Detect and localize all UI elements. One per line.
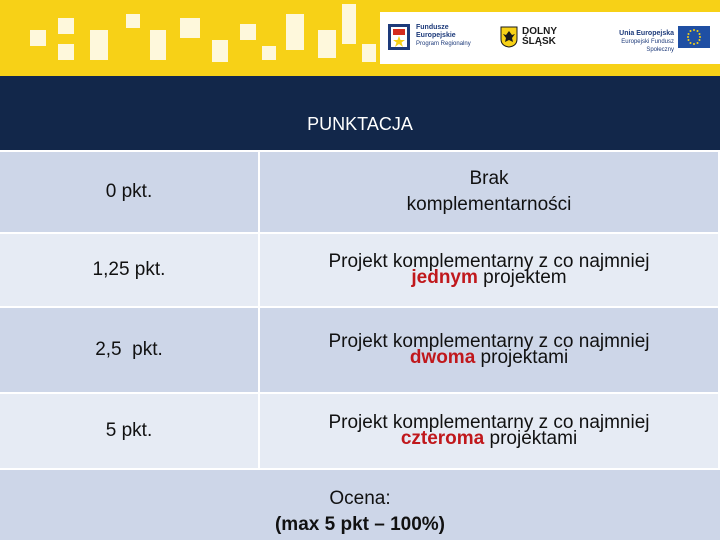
points-cell xyxy=(0,152,258,232)
description-line2: projektami xyxy=(475,347,569,368)
banner-decoration xyxy=(262,46,276,60)
points-value: 2,5 pkt. xyxy=(95,339,163,360)
fe-line2: Europejskie xyxy=(416,32,456,39)
banner-decoration xyxy=(180,18,200,38)
banner-decoration xyxy=(126,14,140,28)
description-line2: projektem xyxy=(477,267,567,288)
banner-decoration xyxy=(58,18,74,34)
table-header xyxy=(0,76,720,150)
dolny-slask-logo xyxy=(500,26,580,54)
points-value: 5 pkt. xyxy=(105,420,153,441)
fe-star-icon xyxy=(388,24,410,50)
table-header-title: PUNKTACJA xyxy=(307,114,413,134)
top-banner xyxy=(0,0,720,76)
banner-decoration xyxy=(240,24,256,40)
highlight-count: dwoma xyxy=(409,347,476,368)
table-row xyxy=(0,152,720,232)
table-row xyxy=(0,308,720,392)
highlight-count: czteroma xyxy=(400,428,485,449)
points-cell xyxy=(0,234,258,306)
description-cell xyxy=(260,394,718,468)
table-row xyxy=(0,234,720,306)
highlight-count: jednym xyxy=(411,267,478,288)
ds-line2: ŚLĄSK xyxy=(522,36,556,47)
ds-line1: DOLNY xyxy=(522,26,557,37)
banner-decoration xyxy=(342,4,356,44)
banner-decoration xyxy=(286,14,304,50)
banner-decoration xyxy=(58,44,74,60)
eagle-crest-icon xyxy=(500,26,518,48)
eu-flag-icon xyxy=(678,26,710,48)
description-cell xyxy=(260,152,718,232)
description-line1: Projekt komplementarny z co najmniej xyxy=(328,331,650,352)
description-line2: komplementarności xyxy=(406,194,572,215)
table-footer-row xyxy=(0,470,720,540)
fundusze-europejskie-logo xyxy=(388,22,498,56)
rating-label: Ocena: xyxy=(329,488,391,509)
points-cell xyxy=(0,308,258,392)
banner-decoration xyxy=(362,44,376,62)
fe-line3: Program Regionalny xyxy=(416,41,471,47)
points-value: 1,25 pkt. xyxy=(92,259,166,280)
description-cell xyxy=(260,234,718,306)
rating-max: (max 5 pkt – 100%) xyxy=(274,514,446,535)
description-line1: Projekt komplementarny z co najmniej xyxy=(328,251,650,272)
eu-line2: Europejski Fundusz Społeczny xyxy=(621,39,674,53)
description-line2: projektami xyxy=(484,428,578,449)
unia-europejska-logo xyxy=(602,26,718,52)
description-line1: Projekt komplementarny z co najmniej xyxy=(328,412,650,433)
logo-strip xyxy=(380,12,720,64)
table-row xyxy=(0,394,720,468)
description-cell xyxy=(260,308,718,392)
fe-line1: Fundusze xyxy=(416,24,449,31)
rating-summary xyxy=(200,486,520,538)
description-line1: Brak xyxy=(469,168,509,189)
eu-line1: Unia Europejska xyxy=(619,30,674,37)
banner-decoration xyxy=(30,30,46,46)
scoring-table xyxy=(0,76,720,540)
banner-decoration xyxy=(90,30,108,60)
banner-decoration xyxy=(212,40,228,62)
points-value: 0 pkt. xyxy=(105,181,153,202)
banner-decoration xyxy=(150,30,166,60)
banner-decoration xyxy=(318,30,336,58)
points-cell xyxy=(0,394,258,468)
